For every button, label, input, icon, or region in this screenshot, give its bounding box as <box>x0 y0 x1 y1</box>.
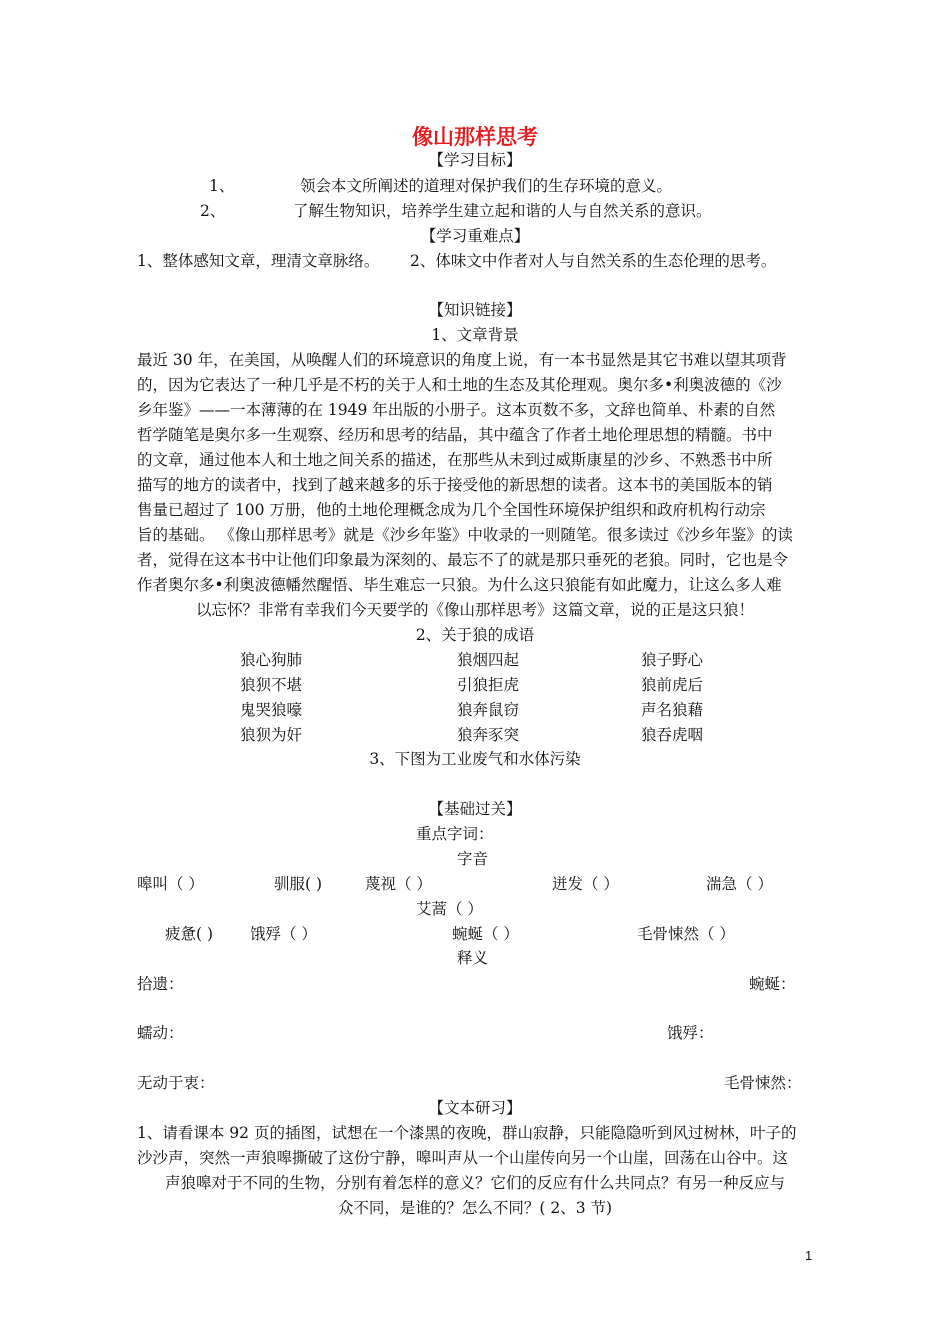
paragraph-line: 旨的基础。 《像山那样思考》就是《沙乡年鉴》中收录的一则随笔。很多读过《沙乡年鉴》的读 <box>137 526 793 544</box>
pronunciation-item: 湍急（ ） <box>706 875 773 893</box>
pronunciation-item: 疲惫( ) <box>165 925 214 943</box>
paragraph-line: 哲学随笔是奥尔多一生观察、经历和思考的结晶，其中蕴含了作者土地伦理思想的精髓。书中 <box>137 426 773 444</box>
paragraph-line: 以忘怀？非常有幸我们今天要学的《像山那样思考》这篇文章，说的正是这只狼！ <box>195 601 754 619</box>
pronunciation-heading: 字音 <box>457 850 489 868</box>
pronunciation-item: 驯服( ) <box>274 875 323 893</box>
pronunciation-item: 饿殍（ ） <box>250 925 317 943</box>
idiom: 鬼哭狼嚎 <box>240 701 303 719</box>
question-line: 沙沙声，突然一声狼嗥撕破了这份宁静，嗥叫声从一个山崖传向另一个山崖，回荡在山谷中。这 <box>137 1149 789 1167</box>
study-heading: 【文本研习】 <box>428 1099 522 1117</box>
paragraph-line: 描写的地方的读者中，找到了越来越多的乐于接受他的新思想的读者。这本书的美国版本的销 <box>137 476 773 494</box>
meaning-term: 毛骨悚然： <box>724 1074 802 1092</box>
basics-heading: 【基础过关】 <box>428 800 522 818</box>
paragraph-line: 乡年鉴》——一本薄薄的在 1949 年出版的小册子。这本页数不多，文辞也简单、朴素的自然 <box>137 401 776 419</box>
idiom: 狼狈不堪 <box>240 676 303 694</box>
idiom: 狼子野心 <box>641 651 704 669</box>
keypoint-item: 1、整体感知文章，理清文章脉络。 <box>137 252 380 270</box>
question-line: 1、请看课本 92 页的插图，试想在一个漆黑的夜晚，群山寂静，只能隐隐听到风过树林，叶子的 <box>137 1124 797 1142</box>
keypoint-item: 2、体味文中作者对人与自然关系的生态伦理的思考。 <box>410 252 777 270</box>
page-number: 1 <box>805 1248 813 1263</box>
pronunciation-item: 蜿蜒（ ） <box>452 925 519 943</box>
goal-text: 了解生物知识，培养学生建立起和谐的人与自然关系的意识。 <box>293 202 712 220</box>
paragraph-line: 售量已超过了 100 万册，他的土地伦理概念成为几个全国性环境保护组织和政府机构行动宗 <box>137 501 766 519</box>
meaning-heading: 释义 <box>457 949 489 967</box>
idiom: 狼烟四起 <box>457 651 520 669</box>
goal-text: 领会本文所阐述的道理对保护我们的生存环境的意义。 <box>300 177 673 195</box>
keywords-heading: 重点字词： <box>416 825 494 843</box>
paragraph-line: 者，觉得在这本书中让他们印象最为深刻的、最忘不了的就是那只垂死的老狼。同时，它也是令 <box>137 551 789 569</box>
meaning-term: 蜿蜒： <box>749 975 796 993</box>
paragraph-line: 最近 30 年，在美国，从唤醒人们的环境意识的角度上说，有一本书显然是其它书难以望其项背 <box>137 351 787 369</box>
background-heading: 1、文章背景 <box>431 326 519 344</box>
idiom: 声名狼藉 <box>641 701 704 719</box>
pronunciation-item: 蔑视（ ） <box>365 875 432 893</box>
page-title: 像山那样思考 <box>412 125 538 149</box>
idiom: 狼吞虎咽 <box>641 726 704 744</box>
meaning-term: 拾遗： <box>137 975 184 993</box>
idiom: 狼前虎后 <box>641 676 704 694</box>
knowledge-heading: 【知识链接】 <box>428 301 522 319</box>
idiom: 狼奔鼠窃 <box>457 701 520 719</box>
idioms-heading: 2、关于狼的成语 <box>415 626 535 644</box>
paragraph-line: 作者奥尔多•利奥波德幡然醒悟、毕生难忘一只狼。为什么这只狼能有如此魔力，让这么多人难 <box>137 576 782 594</box>
paragraph-line: 的文章，通过他本人和土地之间关系的描述，在那些从未到过威斯康星的沙乡、不熟悉书中所 <box>137 451 773 469</box>
pronunciation-item: 艾蒿（ ） <box>416 900 483 918</box>
pronunciation-item: 迸发（ ） <box>552 875 619 893</box>
pronunciation-item: 嗥叫（ ） <box>137 875 204 893</box>
idiom: 狼狈为奸 <box>240 726 303 744</box>
goal-number: 1、 <box>209 177 235 195</box>
paragraph-line: 的，因为它表达了一种几乎是不朽的关于人和土地的生态及其伦理观。奥尔多•利奥波德的《沙 <box>137 376 782 394</box>
pronunciation-item: 毛骨悚然（ ） <box>637 925 735 943</box>
keypoints-heading: 【学习重难点】 <box>420 227 530 245</box>
goals-heading: 【学习目标】 <box>428 151 522 169</box>
question-line: 声狼嗥对于不同的生物，分别有着怎样的意义？它们的反应有什么共同点？有另一种反应与 <box>164 1174 785 1192</box>
pollution-heading: 3、下图为工业废气和水体污染 <box>369 750 581 768</box>
goal-number: 2、 <box>200 202 226 220</box>
idiom: 引狼拒虎 <box>457 676 520 694</box>
meaning-term: 蠕动： <box>137 1024 184 1042</box>
meaning-term: 无动于衷： <box>137 1074 215 1092</box>
idiom: 狼心狗肺 <box>240 651 303 669</box>
idiom: 狼奔豕突 <box>457 726 520 744</box>
question-line: 众不同，是谁的？怎么不同？( 2、3 节) <box>337 1199 613 1217</box>
meaning-term: 饿殍： <box>667 1024 714 1042</box>
